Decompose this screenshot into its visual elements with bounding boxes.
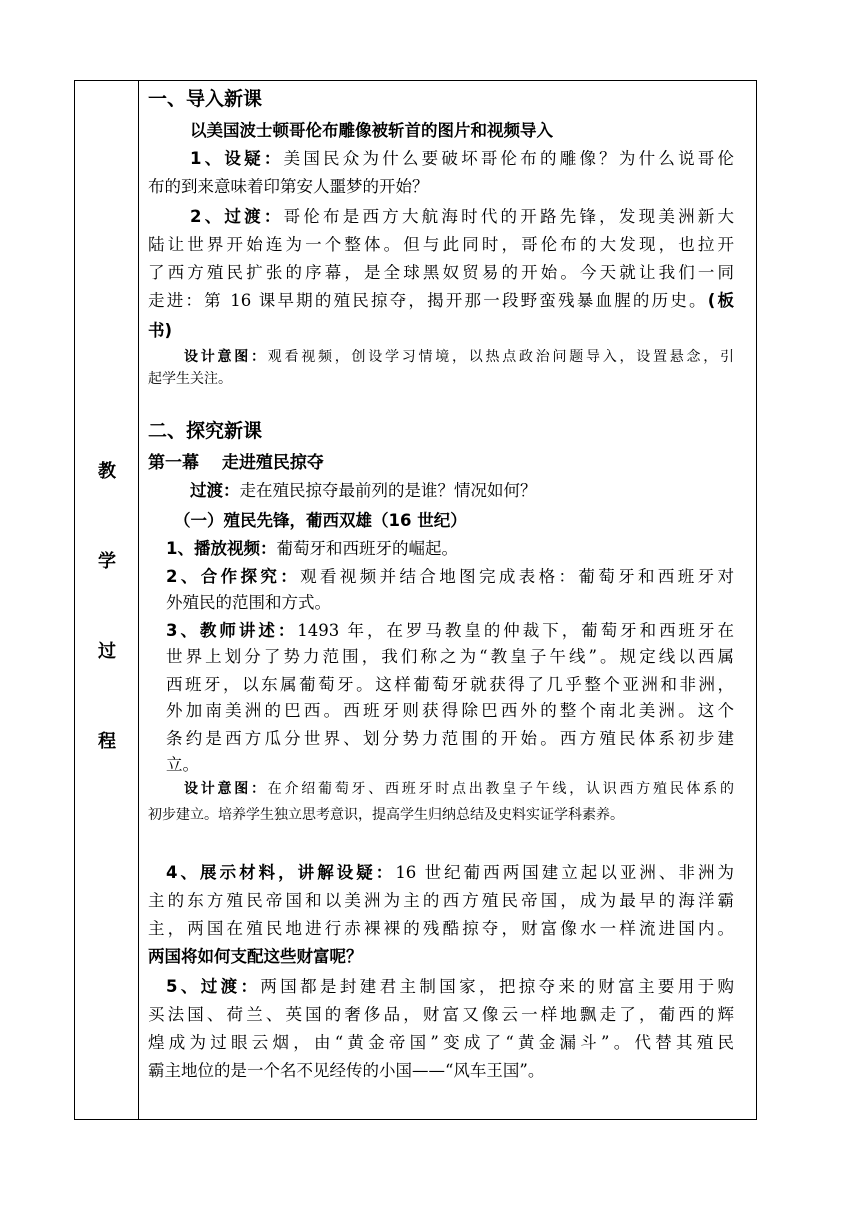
transition-line: 陆让世界开始连为一个整体。但与此同时，哥伦布的大发现，也拉开	[148, 235, 734, 254]
board-note: 书)	[148, 321, 173, 340]
section-heading: 二、探究新课	[148, 420, 263, 442]
question-label: 1、设疑：	[190, 149, 284, 168]
step-line	[166, 539, 458, 559]
step-line: 买法国、荷兰、英国的奢侈品，财富又像云一样地飘走了，葡西的辉	[148, 1005, 734, 1024]
transition-text: 哥伦布是西方大航海时代的开路先锋，发现美洲新大	[283, 207, 735, 226]
design-intent-text: 观看视频，创设学习情境，以热点政治问题导入，设置悬念，引	[267, 349, 734, 365]
step-label: 4、展示材料，讲解设疑：	[166, 863, 396, 882]
step-line: 霸主地位的是一个名不见经传的小国——“风车王国”。	[148, 1061, 545, 1080]
step-line	[166, 567, 734, 587]
design-intent-label: 设计意图：	[184, 781, 268, 797]
step-label: 1、播放视频：	[166, 539, 277, 558]
step-line: 条约是西方瓜分世界、划分势力范围的开始。西方殖民体系初步建	[166, 729, 734, 748]
step-text: 1493 年，在罗马教皇的仲裁下，葡萄牙和西班牙在	[297, 621, 734, 640]
transition-line: 了西方殖民扩张的序幕，是全球黑奴贸易的开始。今天就让我们一同	[148, 263, 734, 282]
step-label: 2、合作探究：	[166, 567, 301, 586]
transition-line	[190, 207, 734, 227]
intro-line: 以美国波士顿哥伦布雕像被斩首的图片和视频导入	[190, 121, 553, 140]
step-question: 两国将如何支配这些财富呢？	[148, 947, 363, 966]
transition-label: 过渡：	[190, 481, 240, 500]
section-heading: 一、导入新课	[148, 88, 263, 110]
board-note: (板	[707, 291, 734, 310]
question-line: 布的到来意味着印第安人噩梦的开始？	[148, 177, 429, 196]
step-line	[166, 977, 734, 997]
act-heading: 第一幕 走进殖民掠夺	[148, 453, 324, 473]
design-intent-line: 起学生关注。	[148, 371, 232, 387]
design-intent-line: 初步建立。培养学生独立思考意识，提高学生归纳总结及史料实证学科素养。	[148, 807, 624, 823]
step-label: 3、教师讲述：	[166, 621, 298, 640]
section-label-char: 过	[98, 641, 116, 662]
step-line	[166, 863, 734, 883]
section-label-char: 程	[98, 731, 116, 752]
design-intent-line	[184, 347, 734, 367]
transition-line	[148, 291, 734, 311]
design-intent-text: 在介绍葡萄牙、西班牙时点出教皇子午线，认识西方殖民体系的	[267, 781, 734, 797]
question-line	[190, 149, 734, 169]
design-intent-label: 设计意图：	[184, 349, 268, 365]
transition-text: 走进：第 16 课早期的殖民掠夺，揭开那一段野蛮残暴血腥的历史。	[148, 291, 708, 310]
step-line: 煌成为过眼云烟，由“黄金帝国”变成了“黄金漏斗”。代替其殖民	[148, 1033, 734, 1052]
step-line	[166, 621, 734, 641]
step-line: 西班牙，以东属葡萄牙。这样葡萄牙就获得了几乎整个亚洲和非洲，	[166, 675, 734, 694]
step-text: 观看视频并结合地图完成表格：葡萄牙和西班牙对	[300, 567, 735, 586]
step-label: 5、过渡：	[166, 977, 261, 996]
transition-line	[190, 481, 537, 501]
step-text: 16 世纪葡西两国建立起以亚洲、非洲为	[395, 863, 734, 882]
design-intent-line	[184, 779, 734, 799]
section-label-char: 教	[98, 461, 116, 482]
section-label-column	[75, 81, 139, 1119]
step-line: 外加南美洲的巴西。西班牙则获得除巴西外的整个南北美洲。这个	[166, 701, 734, 720]
step-line: 世界上划分了势力范围，我们称之为“教皇子午线”。规定线以西属	[166, 647, 734, 666]
step-line: 主的东方殖民帝国和以美洲为主的西方殖民帝国，成为最早的海洋霸	[148, 891, 734, 910]
lesson-table	[74, 80, 757, 1120]
question-text: 美国民众为什么要破坏哥伦布的雕像？为什么说哥伦	[283, 149, 735, 168]
step-text: 两国都是封建君主制国家，把掠夺来的财富主要用于购	[260, 977, 734, 996]
transition-label: 2、过渡：	[190, 207, 284, 226]
subsection-heading: （一）殖民先锋，葡西双雄（16 世纪）	[174, 511, 467, 530]
transition-text: 走在殖民掠夺最前列的是谁？情况如何？	[239, 481, 537, 500]
section-label-char: 学	[98, 551, 116, 572]
step-line: 主，两国在殖民地进行赤裸裸的残酷掠夺，财富像水一样流进国内。	[148, 919, 734, 938]
step-line: 外殖民的范围和方式。	[166, 593, 331, 612]
step-line: 立。	[166, 755, 199, 774]
step-text: 葡萄牙和西班牙的崛起。	[276, 539, 458, 558]
